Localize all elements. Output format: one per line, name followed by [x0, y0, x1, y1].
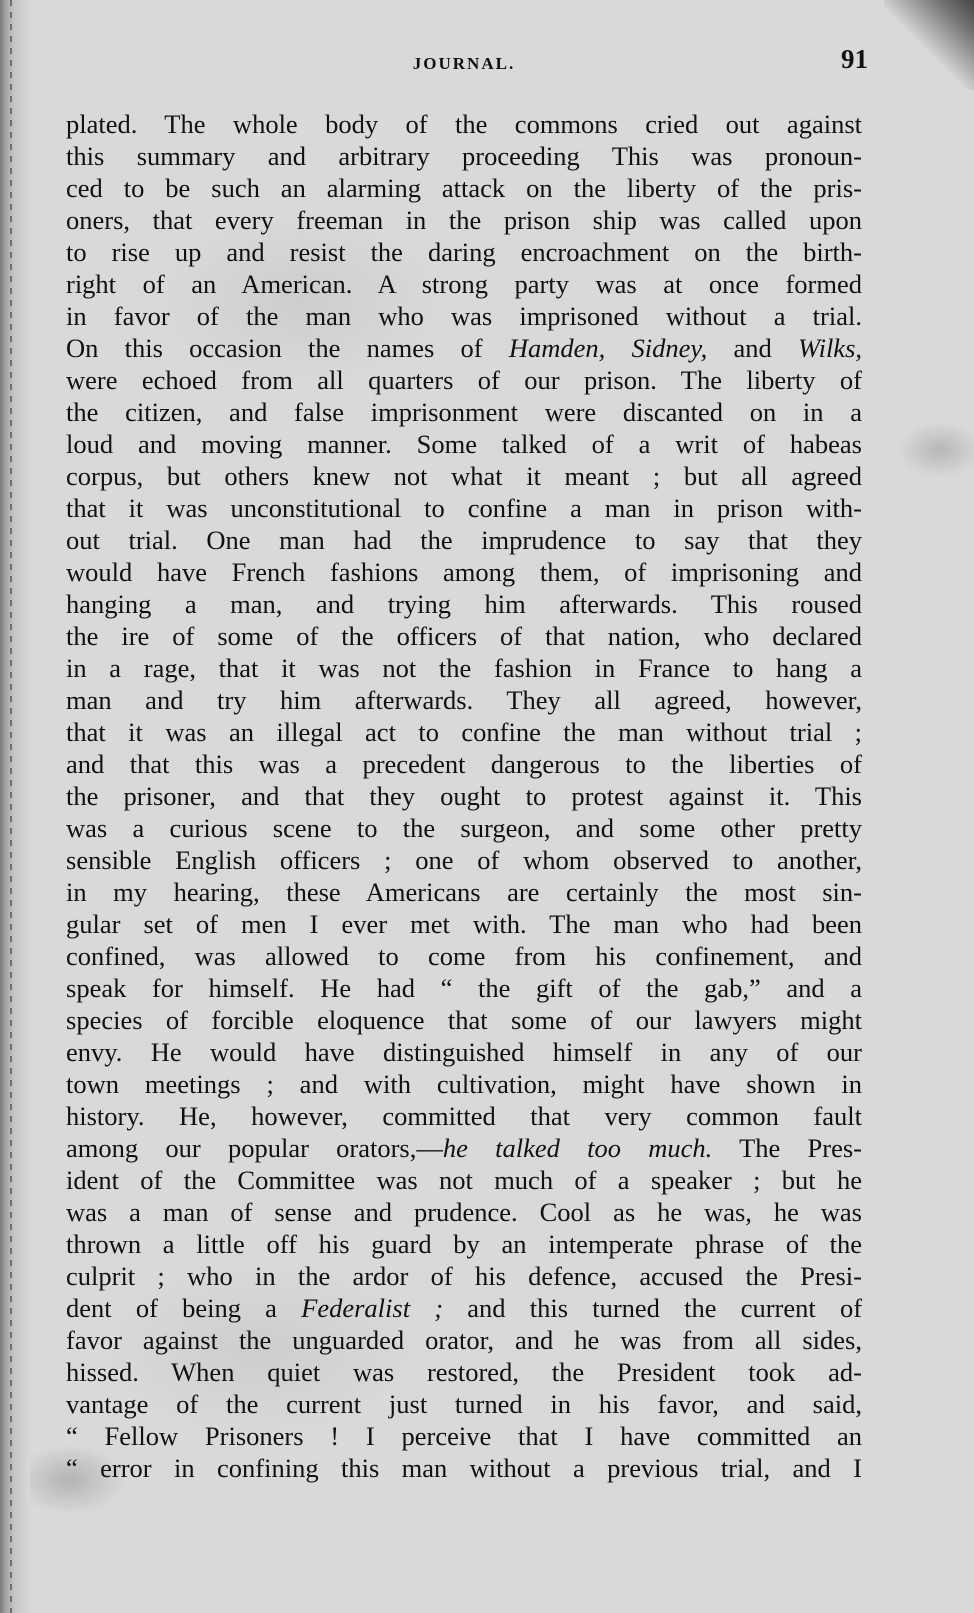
text-line: thrown a little off his guard by an intemperate phrase of the [66, 1229, 862, 1259]
text-segment: among our popular orators,— [66, 1133, 443, 1163]
text-line: the prisoner, and that they ought to protest against it. This [66, 781, 862, 811]
text-line: man and try him afterwards. They all agreed, however, [66, 685, 862, 715]
text-line: that it was unconstitutional to confine a man in prison with- [66, 493, 862, 523]
text-line [66, 1132, 862, 1164]
page-corner-shadow [884, 0, 974, 90]
text-line: “ Fellow Prisoners ! I perceive that I have committed an [66, 1421, 862, 1451]
text-line: plated. The whole body of the commons cried out against [66, 109, 862, 139]
text-segment: On this occasion the names of [66, 333, 509, 363]
text-line: gular set of men I ever met with. The man who had been [66, 909, 862, 939]
text-line: and that this was a precedent dangerous to the liberties of [66, 749, 862, 779]
text-line: was a curious scene to the surgeon, and some other pretty [66, 813, 862, 843]
text-line: was a man of sense and prudence. Cool as he was, he was [66, 1197, 862, 1227]
binding-gutter [0, 0, 30, 1613]
text-line [66, 332, 862, 364]
text-line: right of an American. A strong party was at once formed [66, 269, 862, 299]
italic-segment: Hamden, Sidney, [508, 333, 708, 363]
text-line: loud and moving manner. Some talked of a writ of habeas [66, 429, 862, 459]
text-line: the citizen, and false imprisonment were discanted on in a [66, 397, 862, 427]
italic-segment: Federalist ; [301, 1293, 444, 1323]
page-number: 91 [841, 44, 868, 74]
text-line: vantage of the current just turned in his favor, and said, [66, 1389, 862, 1419]
text-segment: The Pres- [712, 1133, 862, 1163]
text-line: hissed. When quiet was restored, the President took ad- [66, 1357, 862, 1387]
text-segment: and this turned the current of [443, 1293, 862, 1323]
text-line: that it was an illegal act to confine the man without trial ; [66, 717, 862, 747]
text-line: in a rage, that it was not the fashion in France to hang a [66, 653, 862, 683]
text-line: species of forcible eloquence that some of our lawyers might [66, 1005, 862, 1035]
running-head: JOURNAL. [412, 54, 516, 73]
text-line: this summary and arbitrary proceeding This was pronoun- [66, 141, 862, 171]
text-segment: dent of being a [66, 1293, 302, 1323]
text-line: were echoed from all quarters of our prison. The liberty of [66, 365, 862, 395]
text-line: in favor of the man who was imprisoned without a trial. [66, 301, 862, 331]
text-line: sensible English officers ; one of whom observed to another, [66, 845, 862, 875]
text-line: history. He, however, committed that very common fault [66, 1101, 862, 1131]
text-line: confined, was allowed to come from his confinement, and [66, 941, 862, 971]
text-line [66, 1292, 862, 1324]
text-line: in my hearing, these Americans are certainly the most sin- [66, 877, 862, 907]
text-line: corpus, but others knew not what it meant ; but all agreed [66, 461, 862, 491]
text-line: the ire of some of the officers of that nation, who declared [66, 621, 862, 651]
text-line: “ error in confining this man without a previous trial, and I [66, 1453, 862, 1483]
text-line: speak for himself. He had “ the gift of the gab,” and a [66, 973, 862, 1003]
page-header [60, 44, 868, 84]
text-line: out trial. One man had the imprudence to say that they [66, 525, 862, 555]
body-text [66, 108, 862, 1484]
text-line: envy. He would have distinguished himself in any of our [66, 1037, 862, 1067]
italic-segment: he talked too much. [442, 1133, 713, 1163]
text-segment: and [707, 333, 798, 363]
text-line: favor against the unguarded orator, and he was from all sides, [66, 1325, 862, 1355]
text-line: ced to be such an alarming attack on the liberty of the pris- [66, 173, 862, 203]
italic-segment: Wilks, [797, 333, 862, 363]
text-line: to rise up and resist the daring encroachment on the birth- [66, 237, 862, 267]
text-line: culprit ; who in the ardor of his defence, accused the Presi- [66, 1261, 862, 1291]
text-line: ident of the Committee was not much of a speaker ; but he [66, 1165, 862, 1195]
text-line: oners, that every freeman in the prison ship was called upon [66, 205, 862, 235]
text-line: town meetings ; and with cultivation, might have shown in [66, 1069, 862, 1099]
text-line: would have French fashions among them, of imprisoning and [66, 557, 862, 587]
text-line: hanging a man, and trying him afterwards. This roused [66, 589, 862, 619]
